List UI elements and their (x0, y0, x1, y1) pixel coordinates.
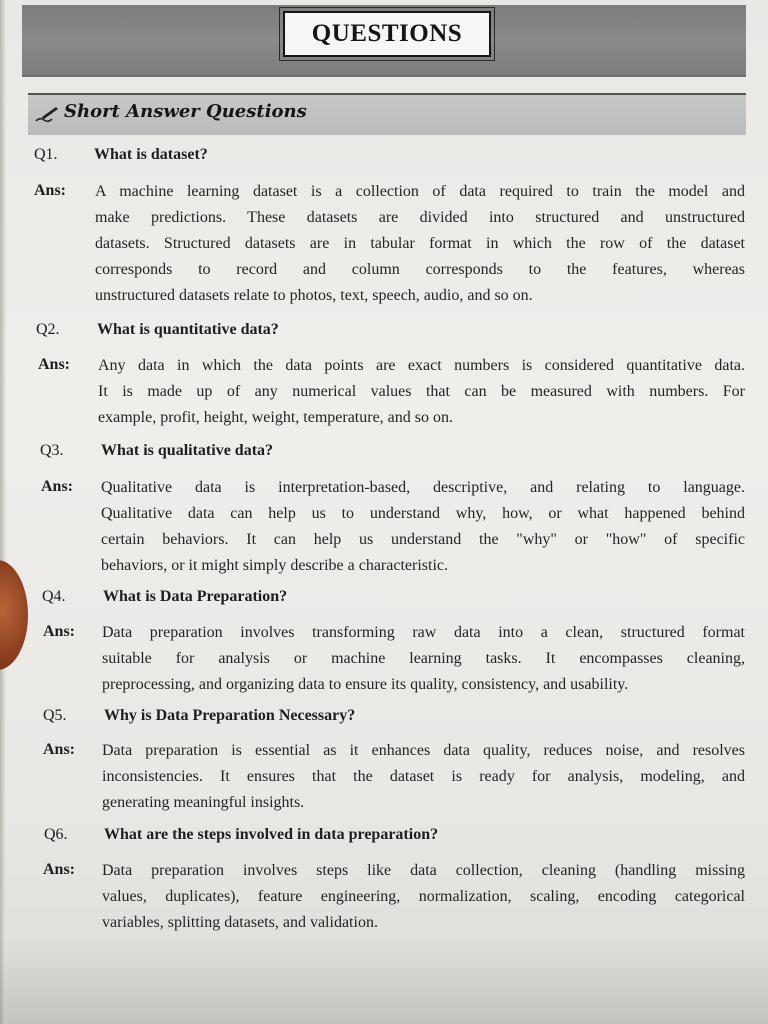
answer-label: Ans: (43, 741, 76, 758)
answer-line: Data preparation involves steps like data collection, cleaning (handling missing (102, 862, 745, 879)
question-text: What is Data Preparation? (103, 588, 288, 605)
question-text: What is qualitative data? (101, 442, 274, 459)
answer-line: generating meaningful insights. (102, 794, 305, 811)
question-text: Why is Data Preparation Necessary? (104, 707, 356, 724)
answer-line: behaviors, or it might simply describe a characteristic. (101, 557, 448, 574)
answer-line: Data preparation is essential as it enhances data quality, reduces noise, and resolves (102, 742, 745, 759)
answer-line: unstructured datasets relate to photos, text, speech, audio, and so on. (95, 287, 533, 304)
page-edge (0, 0, 6, 1024)
answer-line: variables, splitting datasets, and validation. (102, 914, 378, 931)
answer-line: make predictions. These datasets are divided into structured and unstructured (95, 209, 745, 226)
question-text: What are the steps involved in data preparation? (104, 826, 439, 843)
answer-label: Ans: (41, 478, 74, 495)
question-number: Q5. (43, 707, 67, 724)
answer-line: Any data in which the data points are exact numbers is considered quantitative data. (98, 357, 745, 374)
answer-line: datasets. Structured datasets are in tabular format in which the row of the dataset (95, 235, 745, 252)
question-number: Q1. (34, 146, 58, 163)
question-number: Q6. (44, 826, 68, 843)
answer-label: Ans: (34, 182, 67, 199)
answer-line: It is made up of any numerical values that can be measured with numbers. For (98, 383, 745, 400)
answer-line: corresponds to record and column corresponds to the features, whereas (95, 261, 745, 278)
answer-label: Ans: (43, 623, 76, 640)
question-number: Q3. (40, 442, 64, 459)
answer-label: Ans: (38, 356, 71, 373)
answer-line: Qualitative data can help us to understand why, how, or what happened behind (101, 505, 745, 522)
answer-line: certain behaviors. It can help us understand the "why" or "how" of specific (101, 531, 745, 548)
answer-line: Data preparation involves transforming raw data into a clean, structured format (102, 624, 745, 641)
answer-line: preprocessing, and organizing data to ensure its quality, consistency, and usability. (102, 676, 629, 693)
question-text: What is quantitative data? (97, 321, 279, 338)
answer-line: inconsistencies. It ensures that the dataset is ready for analysis, modeling, and (102, 768, 745, 785)
answer-line: Qualitative data is interpretation-based, descriptive, and relating to language. (101, 479, 745, 496)
answer-line: values, duplicates), feature engineering, normalization, scaling, encoding categorical (102, 888, 745, 905)
question-number: Q4. (42, 588, 66, 605)
answer-line: suitable for analysis or machine learning tasks. It encompasses cleaning, (102, 650, 745, 667)
answer-line: example, profit, height, weight, temperature, and so on. (98, 409, 454, 426)
question-text: What is dataset? (94, 146, 208, 163)
header-title-box (283, 11, 491, 57)
section-title: Short Answer Questions (64, 101, 307, 122)
answer-line: A machine learning dataset is a collection of data required to train the model and (95, 183, 745, 200)
page-shadow (0, 940, 768, 1024)
page-title: QUESTIONS (311, 20, 463, 47)
pen-writing-icon (34, 105, 60, 125)
thumb (0, 560, 28, 670)
question-number: Q2. (36, 321, 60, 338)
answer-label: Ans: (43, 861, 76, 878)
